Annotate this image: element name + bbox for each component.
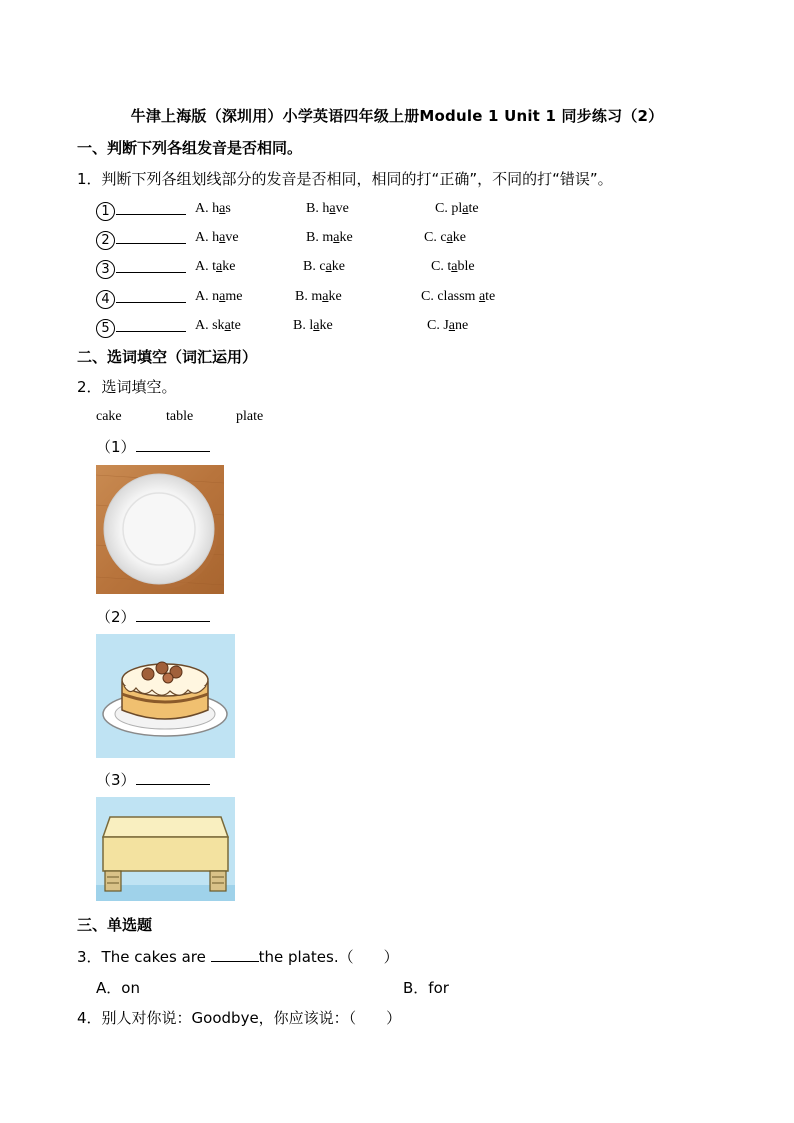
option-underlined-letter: a	[329, 201, 336, 216]
cake-image	[96, 634, 235, 758]
row-5-option-b	[293, 318, 333, 334]
option-suffix: te	[230, 318, 241, 333]
question-3-blank[interactable]	[211, 947, 259, 962]
option-prefix: B. m	[295, 289, 323, 304]
option-suffix: me	[225, 289, 243, 304]
question-3	[77, 946, 399, 967]
row-1-number	[96, 200, 186, 221]
option-suffix: s	[225, 201, 231, 216]
row-4-number	[96, 288, 186, 309]
row-3-option-b	[303, 259, 345, 275]
word-bank-cake: cake	[96, 409, 122, 424]
row-1-option-b	[306, 201, 349, 217]
row-5-number	[96, 317, 186, 338]
option-underlined-letter: a	[451, 259, 458, 274]
row-4-option-b	[295, 289, 342, 305]
row-3-option-c	[431, 259, 475, 275]
option-underlined-letter: a	[462, 201, 469, 216]
option-prefix: C. pl	[435, 201, 463, 216]
row-4-option-c	[421, 289, 495, 305]
question-1: 1．判断下列各组划线部分的发音是否相同，相同的打“正确”，不同的打“错误”。	[77, 170, 613, 188]
option-underlined-letter: a	[325, 259, 332, 274]
option-suffix: ve	[335, 201, 349, 216]
plate-image	[96, 465, 224, 594]
option-prefix: A. t	[195, 259, 216, 274]
option-suffix: ve	[225, 230, 239, 245]
option-suffix: te	[485, 289, 496, 304]
item-2	[96, 606, 210, 627]
question-4: 4．别人对你说：Goodbye，你应该说：（ ）	[77, 1009, 402, 1027]
option-underlined-letter: a	[216, 259, 223, 274]
table-image	[96, 797, 235, 901]
option-prefix: C. classm	[421, 289, 479, 304]
option-suffix: ke	[339, 230, 353, 245]
row-5-option-c	[427, 318, 468, 334]
item-3-blank[interactable]	[136, 770, 210, 785]
row-1-option-a	[195, 201, 231, 217]
question-3-text-start: 3．The cakes are	[77, 948, 211, 966]
row-3-number	[96, 258, 186, 279]
page-title: 牛津上海版（深圳用）小学英语四年级上册Module 1 Unit 1 同步练习（2）	[130, 107, 664, 125]
row-answer-blank[interactable]	[116, 229, 186, 244]
option-underlined-letter: a	[224, 318, 231, 333]
option-prefix: C. t	[431, 259, 452, 274]
option-underlined-letter: a	[219, 201, 226, 216]
item-1-blank[interactable]	[136, 437, 210, 452]
option-prefix: B. h	[306, 201, 330, 216]
option-suffix: ble	[457, 259, 475, 274]
row-4-option-a	[195, 289, 242, 305]
option-suffix: ne	[455, 318, 469, 333]
section-1-heading: 一、判断下列各组发音是否相同。	[77, 139, 303, 157]
row-5-option-a	[195, 318, 241, 334]
section-2-heading: 二、选词填空（词汇运用）	[77, 348, 258, 366]
option-suffix: ke	[328, 289, 342, 304]
question-3-text-end: the plates.（ ）	[258, 948, 399, 966]
row-2-number	[96, 229, 186, 250]
item-1	[96, 436, 210, 457]
row-number-circle: 1	[96, 202, 115, 221]
row-number-circle: 4	[96, 290, 115, 309]
option-suffix: ke	[319, 318, 333, 333]
option-prefix: A. h	[195, 230, 220, 245]
option-underlined-letter: a	[446, 230, 453, 245]
option-prefix: C. J	[427, 318, 449, 333]
row-3-option-a	[195, 259, 235, 275]
option-underlined-letter: a	[313, 318, 320, 333]
option-suffix: te	[468, 201, 479, 216]
option-underlined-letter: a	[478, 289, 486, 304]
option-prefix: A. n	[195, 289, 220, 304]
option-prefix: B. l	[293, 318, 314, 333]
row-answer-blank[interactable]	[116, 258, 186, 273]
option-underlined-letter: a	[219, 289, 226, 304]
row-answer-blank[interactable]	[116, 200, 186, 215]
question-3-option-b[interactable]: B．for	[403, 979, 449, 997]
row-1-option-c	[435, 201, 479, 217]
row-2-option-a	[195, 230, 239, 246]
section-3-heading: 三、单选题	[77, 916, 153, 934]
item-1-label: （1）	[96, 438, 136, 456]
option-suffix: ke	[222, 259, 236, 274]
row-answer-blank[interactable]	[116, 317, 186, 332]
item-2-blank[interactable]	[136, 607, 210, 622]
row-number-circle: 2	[96, 231, 115, 250]
option-underlined-letter: a	[448, 318, 456, 333]
word-bank-plate: plate	[236, 409, 264, 424]
option-suffix: ke	[452, 230, 466, 245]
option-suffix: ke	[331, 259, 345, 274]
row-2-option-b	[306, 230, 353, 246]
row-number-circle: 3	[96, 260, 115, 279]
option-prefix: B. m	[306, 230, 334, 245]
option-prefix: A. h	[195, 201, 220, 216]
row-2-option-c	[424, 230, 466, 246]
option-prefix: A. sk	[195, 318, 225, 333]
item-3	[96, 769, 210, 790]
option-underlined-letter: a	[322, 289, 329, 304]
item-2-label: （2）	[96, 608, 136, 626]
row-number-circle: 5	[96, 319, 115, 338]
option-prefix: B. c	[303, 259, 326, 274]
option-underlined-letter: a	[333, 230, 340, 245]
question-2: 2．选词填空。	[77, 378, 177, 396]
question-3-option-a[interactable]: A．on	[96, 979, 140, 997]
word-bank-table: table	[166, 409, 194, 424]
option-underlined-letter: a	[219, 230, 226, 245]
option-prefix: C. c	[424, 230, 447, 245]
row-answer-blank[interactable]	[116, 288, 186, 303]
item-3-label: （3）	[96, 771, 136, 789]
